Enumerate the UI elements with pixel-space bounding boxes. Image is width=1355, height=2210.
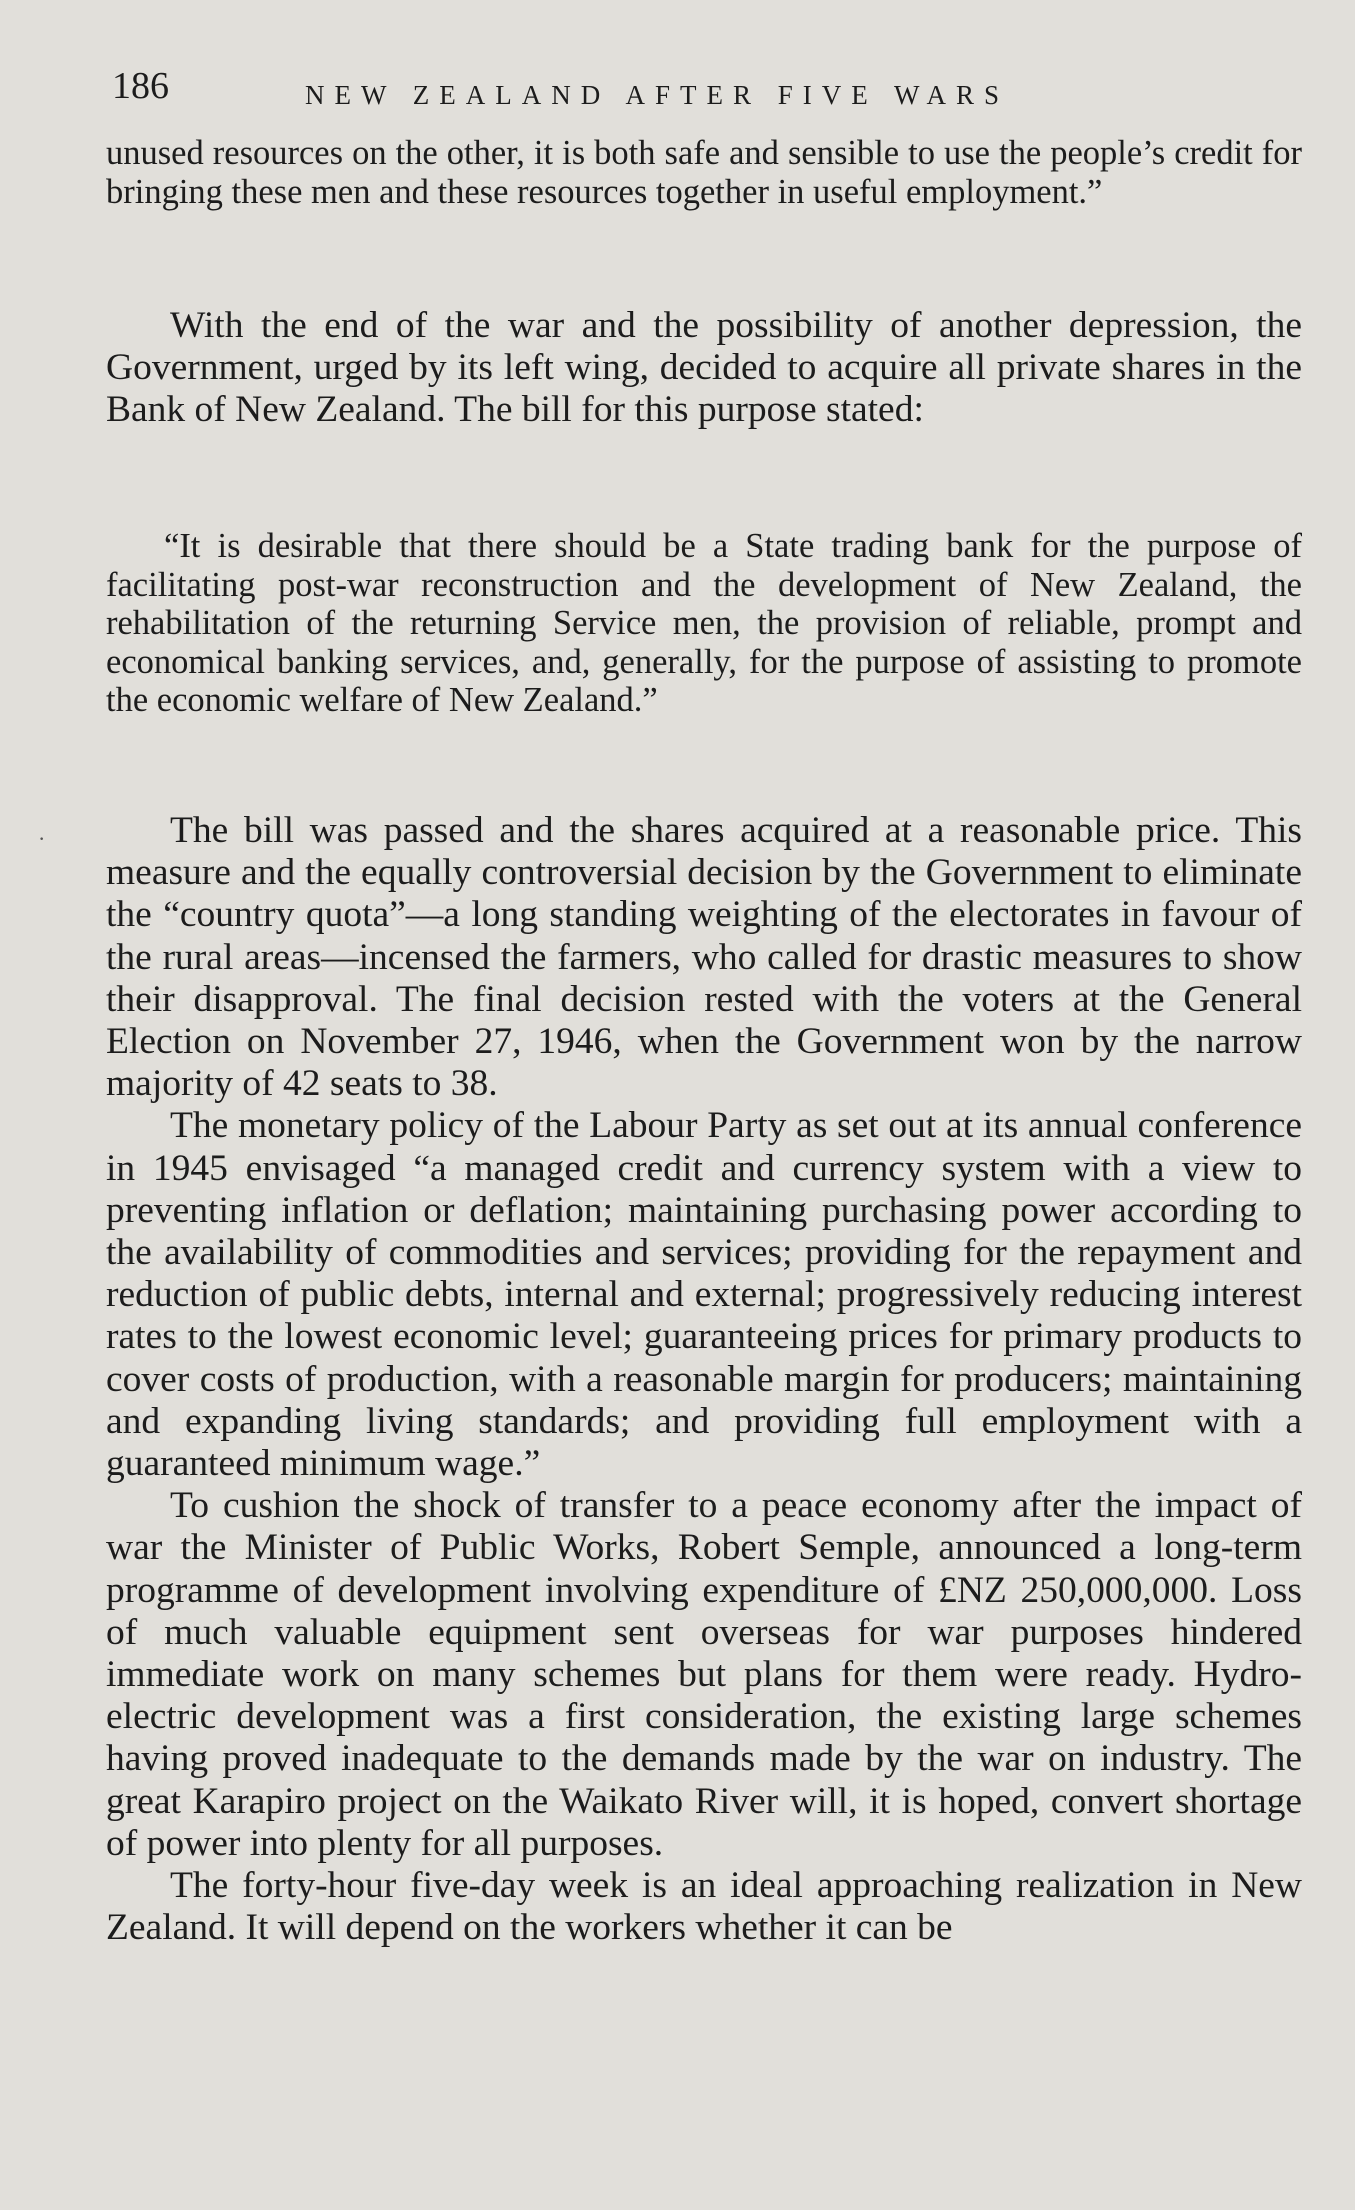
paragraph-bank-intro: With the end of the war and the possibility of another depression, the Government, urged by its left wing, decided to acquire all private shares in the Bank of New Zealand. The bill for this purpose stated: bbox=[106, 305, 1302, 431]
page-header bbox=[0, 64, 1355, 124]
margin-mark: · bbox=[38, 826, 46, 851]
page-number: 186 bbox=[112, 65, 169, 107]
paragraph-forty-hour: The forty-hour five-day week is an ideal approaching realization in New Zealand. It will depend on the workers whether it can be bbox=[106, 1865, 1302, 1949]
main-text bbox=[106, 810, 1302, 1949]
bill-quote: “It is desirable that there should be a State trading bank for the purpose of facilitating post-war reconstruction and the development of New Zealand, the rehabilitation of the returning Service men, the provision of reliable, prompt and economical banking services, and, generally, for the purpose of assisting to promote the economic welfare of New Zealand.” bbox=[106, 527, 1302, 719]
paragraph-bill-passed: The bill was passed and the shares acquired at a reasonable price. This measure and the equally controversial decision by the Government to eliminate the “country quota”—a long standing weighting of the electorates in favour of the rural areas—incensed the farmers, who called for drastic measures to show their disapproval. The final decision rested with the voters at the General Election on November 27, 1946, when the Government won by the narrow majority of 42 seats to 38. bbox=[106, 810, 1302, 1105]
paragraph-public-works: To cushion the shock of transfer to a peace economy after the impact of war the Minister of Public Works, Robert Semple, announced a long-term programme of development involving expenditure of £NZ 250,000,000. Loss of much valuable equipment sent overseas for war purposes hindered immediate work on many schemes but plans for them were ready. Hydro-electric development was a first consideration, the existing large schemes having proved inadequate to the demands made by the war on industry. The great Karapiro project on the Waikato River will, it is hoped, convert shortage of power into plenty for all purposes. bbox=[106, 1485, 1302, 1864]
quote-continuation: unused resources on the other, it is both safe and sensible to use the people’s credit for bringing these men and these resources together in useful employment.” bbox=[106, 134, 1302, 211]
paragraph-monetary-policy: The monetary policy of the Labour Party as set out at its annual conference in 1945 envisaged “a managed credit and currency system with a view to preventing inflation or deflation; maintaining purchasing power according to the availability of commodities and services; providing for the repayment and reduction of public debts, internal and external; progressively reducing interest rates to the lowest economic level; guaranteeing prices for primary products to cover costs of production, with a reasonable margin for producers; maintaining and expanding living standards; and providing full employment with a guaranteed minimum wage.” bbox=[106, 1105, 1302, 1485]
running-title: NEW ZEALAND AFTER FIVE WARS bbox=[305, 80, 1010, 110]
